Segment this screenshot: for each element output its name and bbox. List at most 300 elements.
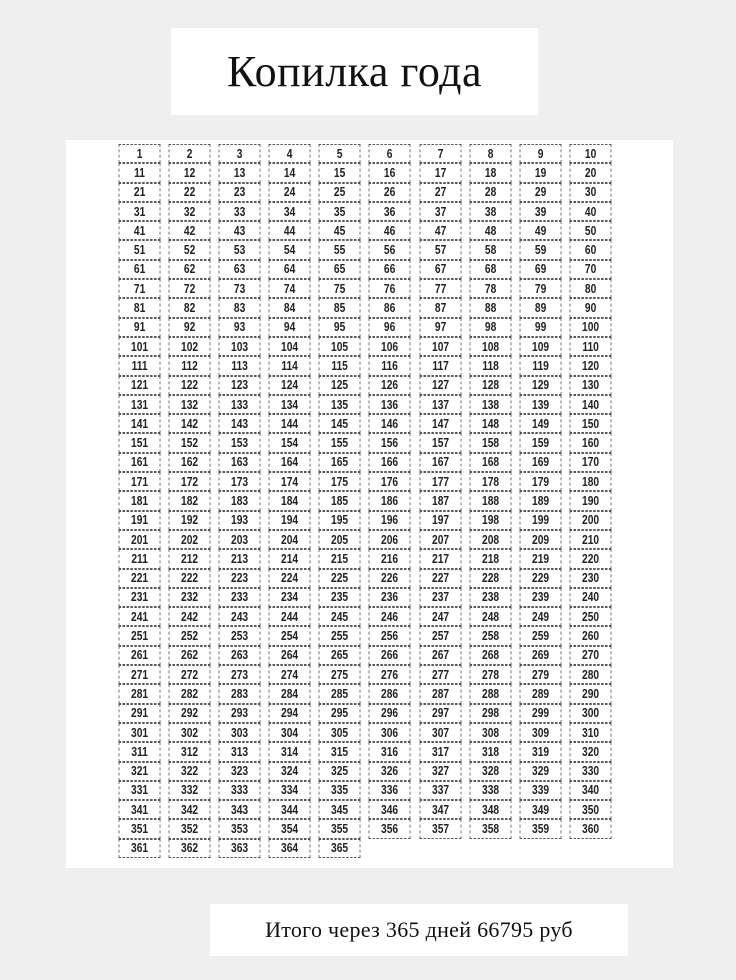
grid-cell[interactable]: 346 [369, 800, 411, 819]
grid-cell[interactable]: 128 [469, 376, 511, 395]
grid-cell[interactable]: 138 [469, 395, 511, 414]
grid-cell[interactable]: 25 [319, 183, 361, 202]
grid-cell[interactable]: 150 [570, 414, 612, 433]
grid-cell[interactable]: 216 [369, 549, 411, 568]
grid-cell[interactable]: 215 [319, 549, 361, 568]
grid-cell[interactable]: 272 [168, 665, 210, 684]
grid-cell[interactable]: 236 [369, 588, 411, 607]
grid-cell[interactable]: 137 [419, 395, 461, 414]
grid-cell[interactable]: 311 [118, 742, 160, 761]
grid-cell[interactable]: 151 [118, 433, 160, 452]
grid-cell[interactable]: 357 [419, 819, 461, 838]
grid-cell[interactable]: 114 [269, 356, 311, 375]
grid-cell[interactable]: 360 [570, 819, 612, 838]
grid-cell[interactable]: 321 [118, 762, 160, 781]
grid-cell[interactable]: 59 [520, 240, 562, 259]
grid-cell[interactable]: 117 [419, 356, 461, 375]
grid-cell[interactable]: 144 [269, 414, 311, 433]
grid-cell[interactable]: 332 [168, 781, 210, 800]
grid-cell[interactable]: 195 [319, 511, 361, 530]
grid-cell[interactable]: 229 [520, 569, 562, 588]
grid-cell[interactable]: 66 [369, 260, 411, 279]
grid-cell[interactable]: 70 [570, 260, 612, 279]
grid-cell[interactable]: 155 [319, 433, 361, 452]
grid-cell[interactable]: 260 [570, 626, 612, 645]
grid-cell[interactable]: 257 [419, 626, 461, 645]
grid-cell[interactable]: 280 [570, 665, 612, 684]
grid-cell[interactable]: 68 [469, 260, 511, 279]
grid-cell[interactable]: 130 [570, 376, 612, 395]
grid-cell[interactable]: 135 [319, 395, 361, 414]
grid-cell[interactable]: 110 [570, 337, 612, 356]
grid-cell[interactable]: 210 [570, 530, 612, 549]
grid-cell[interactable]: 46 [369, 221, 411, 240]
grid-cell[interactable]: 20 [570, 163, 612, 182]
grid-cell[interactable]: 226 [369, 569, 411, 588]
grid-cell[interactable]: 183 [218, 491, 260, 510]
grid-cell[interactable]: 87 [419, 298, 461, 317]
grid-cell[interactable]: 111 [118, 356, 160, 375]
grid-cell[interactable]: 179 [520, 472, 562, 491]
grid-cell[interactable]: 185 [319, 491, 361, 510]
grid-cell[interactable]: 302 [168, 723, 210, 742]
grid-cell[interactable]: 165 [319, 453, 361, 472]
grid-cell[interactable]: 206 [369, 530, 411, 549]
grid-cell[interactable]: 116 [369, 356, 411, 375]
grid-cell[interactable]: 209 [520, 530, 562, 549]
grid-cell[interactable]: 200 [570, 511, 612, 530]
grid-cell[interactable]: 299 [520, 704, 562, 723]
grid-cell[interactable]: 57 [419, 240, 461, 259]
grid-cell[interactable]: 162 [168, 453, 210, 472]
grid-cell[interactable]: 30 [570, 183, 612, 202]
grid-cell[interactable]: 113 [218, 356, 260, 375]
grid-cell[interactable]: 283 [218, 684, 260, 703]
grid-cell[interactable]: 26 [369, 183, 411, 202]
grid-cell[interactable]: 363 [218, 839, 260, 858]
grid-cell[interactable]: 204 [269, 530, 311, 549]
grid-cell[interactable]: 159 [520, 433, 562, 452]
grid-cell[interactable]: 173 [218, 472, 260, 491]
grid-cell[interactable]: 343 [218, 800, 260, 819]
grid-cell[interactable]: 136 [369, 395, 411, 414]
grid-cell[interactable]: 73 [218, 279, 260, 298]
grid-cell[interactable]: 163 [218, 453, 260, 472]
grid-cell[interactable]: 82 [168, 298, 210, 317]
grid-cell[interactable]: 16 [369, 163, 411, 182]
grid-cell[interactable]: 202 [168, 530, 210, 549]
grid-cell[interactable]: 362 [168, 839, 210, 858]
grid-cell[interactable]: 234 [269, 588, 311, 607]
grid-cell[interactable]: 171 [118, 472, 160, 491]
grid-cell[interactable]: 153 [218, 433, 260, 452]
grid-cell[interactable]: 48 [469, 221, 511, 240]
grid-cell[interactable]: 160 [570, 433, 612, 452]
grid-cell[interactable]: 108 [469, 337, 511, 356]
grid-cell[interactable]: 34 [269, 202, 311, 221]
grid-cell[interactable]: 65 [319, 260, 361, 279]
grid-cell[interactable]: 164 [269, 453, 311, 472]
grid-cell[interactable]: 329 [520, 762, 562, 781]
grid-cell[interactable]: 287 [419, 684, 461, 703]
grid-cell[interactable]: 28 [469, 183, 511, 202]
grid-cell[interactable]: 273 [218, 665, 260, 684]
grid-cell[interactable]: 354 [269, 819, 311, 838]
grid-cell[interactable]: 192 [168, 511, 210, 530]
grid-cell[interactable]: 12 [168, 163, 210, 182]
grid-cell[interactable]: 324 [269, 762, 311, 781]
grid-cell[interactable]: 85 [319, 298, 361, 317]
grid-cell[interactable]: 157 [419, 433, 461, 452]
grid-cell[interactable]: 320 [570, 742, 612, 761]
grid-cell[interactable]: 301 [118, 723, 160, 742]
grid-cell[interactable]: 79 [520, 279, 562, 298]
grid-cell[interactable]: 24 [269, 183, 311, 202]
grid-cell[interactable]: 77 [419, 279, 461, 298]
grid-cell[interactable]: 284 [269, 684, 311, 703]
grid-cell[interactable]: 328 [469, 762, 511, 781]
grid-cell[interactable]: 47 [419, 221, 461, 240]
grid-cell[interactable]: 316 [369, 742, 411, 761]
grid-cell[interactable]: 274 [269, 665, 311, 684]
grid-cell[interactable]: 140 [570, 395, 612, 414]
grid-cell[interactable]: 115 [319, 356, 361, 375]
grid-cell[interactable]: 256 [369, 626, 411, 645]
grid-cell[interactable]: 262 [168, 646, 210, 665]
grid-cell[interactable]: 134 [269, 395, 311, 414]
grid-cell[interactable]: 49 [520, 221, 562, 240]
grid-cell[interactable]: 15 [319, 163, 361, 182]
grid-cell[interactable]: 238 [469, 588, 511, 607]
grid-cell[interactable]: 218 [469, 549, 511, 568]
grid-cell[interactable]: 358 [469, 819, 511, 838]
grid-cell[interactable]: 243 [218, 607, 260, 626]
grid-cell[interactable]: 355 [319, 819, 361, 838]
grid-cell[interactable]: 4 [269, 144, 311, 163]
grid-cell[interactable]: 180 [570, 472, 612, 491]
grid-cell[interactable]: 105 [319, 337, 361, 356]
grid-cell[interactable]: 342 [168, 800, 210, 819]
grid-cell[interactable]: 318 [469, 742, 511, 761]
grid-cell[interactable]: 101 [118, 337, 160, 356]
grid-cell[interactable]: 314 [269, 742, 311, 761]
grid-cell[interactable]: 121 [118, 376, 160, 395]
grid-cell[interactable]: 315 [319, 742, 361, 761]
grid-cell[interactable]: 336 [369, 781, 411, 800]
grid-cell[interactable]: 142 [168, 414, 210, 433]
grid-cell[interactable]: 89 [520, 298, 562, 317]
grid-cell[interactable]: 37 [419, 202, 461, 221]
grid-cell[interactable]: 296 [369, 704, 411, 723]
grid-cell[interactable]: 36 [369, 202, 411, 221]
grid-cell[interactable]: 289 [520, 684, 562, 703]
grid-cell[interactable]: 198 [469, 511, 511, 530]
grid-cell[interactable]: 38 [469, 202, 511, 221]
grid-cell[interactable]: 8 [469, 144, 511, 163]
grid-cell[interactable]: 276 [369, 665, 411, 684]
grid-cell[interactable]: 186 [369, 491, 411, 510]
grid-cell[interactable]: 83 [218, 298, 260, 317]
grid-cell[interactable]: 341 [118, 800, 160, 819]
grid-cell[interactable]: 191 [118, 511, 160, 530]
grid-cell[interactable]: 71 [118, 279, 160, 298]
grid-cell[interactable]: 100 [570, 318, 612, 337]
grid-cell[interactable]: 21 [118, 183, 160, 202]
grid-cell[interactable]: 93 [218, 318, 260, 337]
grid-cell[interactable]: 223 [218, 569, 260, 588]
grid-cell[interactable]: 98 [469, 318, 511, 337]
grid-cell[interactable]: 331 [118, 781, 160, 800]
grid-cell[interactable]: 230 [570, 569, 612, 588]
grid-cell[interactable]: 17 [419, 163, 461, 182]
grid-cell[interactable]: 330 [570, 762, 612, 781]
grid-cell[interactable]: 250 [570, 607, 612, 626]
grid-cell[interactable]: 131 [118, 395, 160, 414]
grid-cell[interactable]: 193 [218, 511, 260, 530]
grid-cell[interactable]: 298 [469, 704, 511, 723]
grid-cell[interactable]: 194 [269, 511, 311, 530]
grid-cell[interactable]: 235 [319, 588, 361, 607]
grid-cell[interactable]: 214 [269, 549, 311, 568]
grid-cell[interactable]: 292 [168, 704, 210, 723]
grid-cell[interactable]: 88 [469, 298, 511, 317]
grid-cell[interactable]: 176 [369, 472, 411, 491]
grid-cell[interactable]: 14 [269, 163, 311, 182]
grid-cell[interactable]: 35 [319, 202, 361, 221]
grid-cell[interactable]: 11 [118, 163, 160, 182]
grid-cell[interactable]: 6 [369, 144, 411, 163]
grid-cell[interactable]: 44 [269, 221, 311, 240]
grid-cell[interactable]: 81 [118, 298, 160, 317]
grid-cell[interactable]: 3 [218, 144, 260, 163]
grid-cell[interactable]: 242 [168, 607, 210, 626]
grid-cell[interactable]: 2 [168, 144, 210, 163]
grid-cell[interactable]: 251 [118, 626, 160, 645]
grid-cell[interactable]: 356 [369, 819, 411, 838]
grid-cell[interactable]: 211 [118, 549, 160, 568]
grid-cell[interactable]: 277 [419, 665, 461, 684]
grid-cell[interactable]: 123 [218, 376, 260, 395]
grid-cell[interactable]: 322 [168, 762, 210, 781]
grid-cell[interactable]: 74 [269, 279, 311, 298]
grid-cell[interactable]: 248 [469, 607, 511, 626]
grid-cell[interactable]: 9 [520, 144, 562, 163]
grid-cell[interactable]: 145 [319, 414, 361, 433]
grid-cell[interactable]: 188 [469, 491, 511, 510]
grid-cell[interactable]: 102 [168, 337, 210, 356]
grid-cell[interactable]: 361 [118, 839, 160, 858]
grid-cell[interactable]: 252 [168, 626, 210, 645]
grid-cell[interactable]: 254 [269, 626, 311, 645]
grid-cell[interactable]: 365 [319, 839, 361, 858]
grid-cell[interactable]: 310 [570, 723, 612, 742]
grid-cell[interactable]: 279 [520, 665, 562, 684]
grid-cell[interactable]: 55 [319, 240, 361, 259]
grid-cell[interactable]: 52 [168, 240, 210, 259]
grid-cell[interactable]: 300 [570, 704, 612, 723]
grid-cell[interactable]: 41 [118, 221, 160, 240]
grid-cell[interactable]: 112 [168, 356, 210, 375]
grid-cell[interactable]: 359 [520, 819, 562, 838]
grid-cell[interactable]: 99 [520, 318, 562, 337]
grid-cell[interactable]: 97 [419, 318, 461, 337]
grid-cell[interactable]: 61 [118, 260, 160, 279]
grid-cell[interactable]: 196 [369, 511, 411, 530]
grid-cell[interactable]: 304 [269, 723, 311, 742]
grid-cell[interactable]: 39 [520, 202, 562, 221]
grid-cell[interactable]: 327 [419, 762, 461, 781]
grid-cell[interactable]: 119 [520, 356, 562, 375]
grid-cell[interactable]: 253 [218, 626, 260, 645]
grid-cell[interactable]: 107 [419, 337, 461, 356]
grid-cell[interactable]: 285 [319, 684, 361, 703]
grid-cell[interactable]: 127 [419, 376, 461, 395]
grid-cell[interactable]: 325 [319, 762, 361, 781]
grid-cell[interactable]: 133 [218, 395, 260, 414]
grid-cell[interactable]: 84 [269, 298, 311, 317]
grid-cell[interactable]: 104 [269, 337, 311, 356]
grid-cell[interactable]: 207 [419, 530, 461, 549]
grid-cell[interactable]: 184 [269, 491, 311, 510]
grid-cell[interactable]: 125 [319, 376, 361, 395]
grid-cell[interactable]: 94 [269, 318, 311, 337]
grid-cell[interactable]: 189 [520, 491, 562, 510]
grid-cell[interactable]: 132 [168, 395, 210, 414]
grid-cell[interactable]: 181 [118, 491, 160, 510]
grid-cell[interactable]: 122 [168, 376, 210, 395]
grid-cell[interactable]: 351 [118, 819, 160, 838]
grid-cell[interactable]: 240 [570, 588, 612, 607]
grid-cell[interactable]: 56 [369, 240, 411, 259]
grid-cell[interactable]: 90 [570, 298, 612, 317]
grid-cell[interactable]: 208 [469, 530, 511, 549]
grid-cell[interactable]: 225 [319, 569, 361, 588]
grid-cell[interactable]: 42 [168, 221, 210, 240]
grid-cell[interactable]: 228 [469, 569, 511, 588]
grid-cell[interactable]: 222 [168, 569, 210, 588]
grid-cell[interactable]: 291 [118, 704, 160, 723]
grid-cell[interactable]: 148 [469, 414, 511, 433]
grid-cell[interactable]: 109 [520, 337, 562, 356]
grid-cell[interactable]: 352 [168, 819, 210, 838]
grid-cell[interactable]: 190 [570, 491, 612, 510]
grid-cell[interactable]: 54 [269, 240, 311, 259]
grid-cell[interactable]: 43 [218, 221, 260, 240]
grid-cell[interactable]: 18 [469, 163, 511, 182]
grid-cell[interactable]: 40 [570, 202, 612, 221]
grid-cell[interactable]: 92 [168, 318, 210, 337]
grid-cell[interactable]: 281 [118, 684, 160, 703]
grid-cell[interactable]: 278 [469, 665, 511, 684]
grid-cell[interactable]: 244 [269, 607, 311, 626]
grid-cell[interactable]: 265 [319, 646, 361, 665]
grid-cell[interactable]: 187 [419, 491, 461, 510]
grid-cell[interactable]: 23 [218, 183, 260, 202]
grid-cell[interactable]: 259 [520, 626, 562, 645]
grid-cell[interactable]: 182 [168, 491, 210, 510]
grid-cell[interactable]: 51 [118, 240, 160, 259]
grid-cell[interactable]: 241 [118, 607, 160, 626]
grid-cell[interactable]: 91 [118, 318, 160, 337]
grid-cell[interactable]: 231 [118, 588, 160, 607]
grid-cell[interactable]: 72 [168, 279, 210, 298]
grid-cell[interactable]: 177 [419, 472, 461, 491]
grid-cell[interactable]: 199 [520, 511, 562, 530]
grid-cell[interactable]: 67 [419, 260, 461, 279]
grid-cell[interactable]: 201 [118, 530, 160, 549]
grid-cell[interactable]: 146 [369, 414, 411, 433]
grid-cell[interactable]: 271 [118, 665, 160, 684]
grid-cell[interactable]: 156 [369, 433, 411, 452]
grid-cell[interactable]: 307 [419, 723, 461, 742]
grid-cell[interactable]: 53 [218, 240, 260, 259]
grid-cell[interactable]: 178 [469, 472, 511, 491]
grid-cell[interactable]: 31 [118, 202, 160, 221]
grid-cell[interactable]: 338 [469, 781, 511, 800]
grid-cell[interactable]: 172 [168, 472, 210, 491]
grid-cell[interactable]: 22 [168, 183, 210, 202]
grid-cell[interactable]: 217 [419, 549, 461, 568]
grid-cell[interactable]: 275 [319, 665, 361, 684]
grid-cell[interactable]: 323 [218, 762, 260, 781]
grid-cell[interactable]: 309 [520, 723, 562, 742]
grid-cell[interactable]: 345 [319, 800, 361, 819]
grid-cell[interactable]: 337 [419, 781, 461, 800]
grid-cell[interactable]: 313 [218, 742, 260, 761]
grid-cell[interactable]: 33 [218, 202, 260, 221]
grid-cell[interactable]: 103 [218, 337, 260, 356]
grid-cell[interactable]: 32 [168, 202, 210, 221]
grid-cell[interactable]: 78 [469, 279, 511, 298]
grid-cell[interactable]: 64 [269, 260, 311, 279]
grid-cell[interactable]: 286 [369, 684, 411, 703]
grid-cell[interactable]: 95 [319, 318, 361, 337]
grid-cell[interactable]: 237 [419, 588, 461, 607]
grid-cell[interactable]: 170 [570, 453, 612, 472]
grid-cell[interactable]: 175 [319, 472, 361, 491]
grid-cell[interactable]: 147 [419, 414, 461, 433]
grid-cell[interactable]: 249 [520, 607, 562, 626]
grid-cell[interactable]: 143 [218, 414, 260, 433]
grid-cell[interactable]: 205 [319, 530, 361, 549]
grid-cell[interactable]: 62 [168, 260, 210, 279]
grid-cell[interactable]: 158 [469, 433, 511, 452]
grid-cell[interactable]: 340 [570, 781, 612, 800]
grid-cell[interactable]: 168 [469, 453, 511, 472]
grid-cell[interactable]: 75 [319, 279, 361, 298]
grid-cell[interactable]: 63 [218, 260, 260, 279]
grid-cell[interactable]: 203 [218, 530, 260, 549]
grid-cell[interactable]: 167 [419, 453, 461, 472]
grid-cell[interactable]: 80 [570, 279, 612, 298]
grid-cell[interactable]: 347 [419, 800, 461, 819]
grid-cell[interactable]: 224 [269, 569, 311, 588]
grid-cell[interactable]: 227 [419, 569, 461, 588]
grid-cell[interactable]: 19 [520, 163, 562, 182]
grid-cell[interactable]: 267 [419, 646, 461, 665]
grid-cell[interactable]: 349 [520, 800, 562, 819]
grid-cell[interactable]: 96 [369, 318, 411, 337]
grid-cell[interactable]: 58 [469, 240, 511, 259]
grid-cell[interactable]: 319 [520, 742, 562, 761]
grid-cell[interactable]: 174 [269, 472, 311, 491]
grid-cell[interactable]: 152 [168, 433, 210, 452]
grid-cell[interactable]: 348 [469, 800, 511, 819]
grid-cell[interactable]: 264 [269, 646, 311, 665]
grid-cell[interactable]: 139 [520, 395, 562, 414]
grid-cell[interactable]: 288 [469, 684, 511, 703]
grid-cell[interactable]: 221 [118, 569, 160, 588]
